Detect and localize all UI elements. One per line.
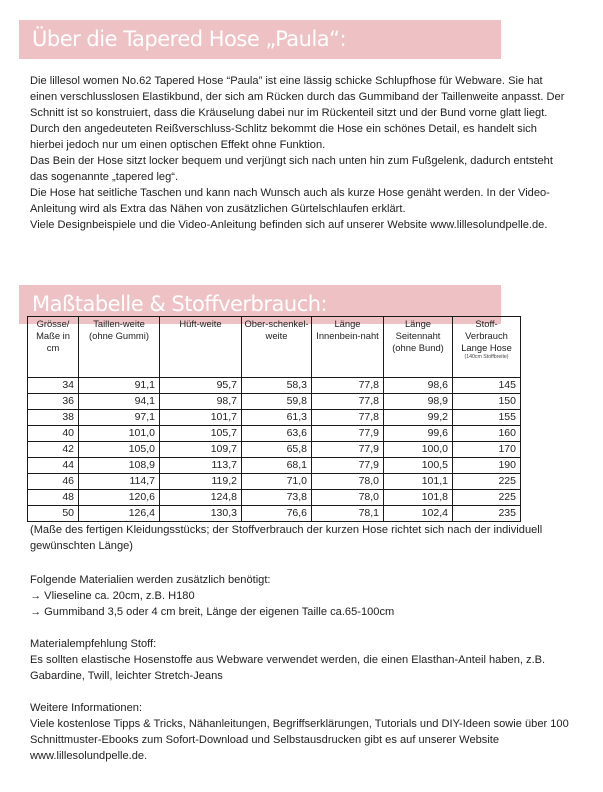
table-cell: 78,0 (312, 474, 384, 490)
table-cell: 109,7 (160, 442, 242, 458)
col-header-fabric-note: (140cm Stoffbreite) (464, 354, 509, 360)
table-cell: 155 (453, 410, 521, 426)
table-cell: 124,8 (160, 490, 242, 506)
table-cell: 100,5 (384, 458, 453, 474)
intro-paragraph: Das Bein der Hose sitzt locker bequem und verjüngt sich nach unten hin zum Fußgelenk, dadurch entsteht das sogenannte „tapered leg“. (30, 155, 553, 183)
table-cell: 190 (453, 458, 521, 474)
table-cell: 44 (28, 458, 79, 474)
table-cell: 108,9 (79, 458, 160, 474)
table-cell: 160 (453, 426, 521, 442)
table-row (28, 490, 521, 506)
table-cell: 65,8 (242, 442, 312, 458)
table-cell: 38 (28, 410, 79, 426)
table-cell: 105,0 (79, 442, 160, 458)
table-cell: 150 (453, 394, 521, 410)
table-cell: 77,9 (312, 426, 384, 442)
table-cell: 78,0 (312, 490, 384, 506)
table-cell: 101,1 (384, 474, 453, 490)
table-cell: 46 (28, 474, 79, 490)
table-cell: 61,3 (242, 410, 312, 426)
table-cell: 113,7 (160, 458, 242, 474)
table-cell: 77,8 (312, 394, 384, 410)
table-cell: 119,2 (160, 474, 242, 490)
info-text: Viele kostenlose Tipps & Tricks, Nähanleitungen, Begriffserklärungen, Tutorials und DIY-Ideen sowie über 100 Schnittmuster-Ebooks zum Sofort-Download und Selbstausdrucken gibt es auf unserer Website www.lillesolundpelle.de. (30, 718, 569, 762)
table-cell: 98,6 (384, 378, 453, 394)
table-body (28, 378, 521, 522)
table-cell: 99,6 (384, 426, 453, 442)
table-cell: 91,1 (79, 378, 160, 394)
fabric-heading: Materialempfehlung Stoff: (30, 638, 157, 650)
size-table (27, 316, 521, 522)
table-row (28, 426, 521, 442)
table-row (28, 394, 521, 410)
table-cell: 71,0 (242, 474, 312, 490)
table-cell: 98,9 (384, 394, 453, 410)
col-header-fabric (453, 317, 521, 378)
table-cell: 50 (28, 506, 79, 522)
table-cell: 170 (453, 442, 521, 458)
col-header-thigh: Ober-schenkel-weite (242, 317, 312, 378)
table-row (28, 410, 521, 426)
materials-heading: Folgende Materialien werden zusätzlich benötigt: (30, 574, 271, 586)
table-cell: 73,8 (242, 490, 312, 506)
table-cell: 94,1 (79, 394, 160, 410)
table-cell: 78,1 (312, 506, 384, 522)
table-row (28, 442, 521, 458)
col-header-fabric-label: Stoff-Verbrauch Lange Hose (461, 318, 512, 353)
table-cell: 130,3 (160, 506, 242, 522)
table-cell: 77,8 (312, 378, 384, 394)
table-note-text: (Maße des fertigen Kleidungsstücks; der Stoffverbrauch der kurzen Hose richtet sich nach der individuell gewünschten Länge) (30, 524, 543, 552)
table-cell: 77,8 (312, 410, 384, 426)
table-row (28, 506, 521, 522)
table-cell: 76,6 (242, 506, 312, 522)
table-cell: 102,4 (384, 506, 453, 522)
table-row (28, 378, 521, 394)
table-cell: 58,3 (242, 378, 312, 394)
materials-section (30, 572, 570, 620)
table-cell: 225 (453, 474, 521, 490)
table-cell: 77,9 (312, 458, 384, 474)
table-cell: 98,7 (160, 394, 242, 410)
table-cell: 59,8 (242, 394, 312, 410)
table-note (30, 522, 570, 554)
materials-item: → Gummiband 3,5 oder 4 cm breit, Länge der eigenen Taille ca.65-100cm (30, 606, 395, 618)
table-cell: 68,1 (242, 458, 312, 474)
intro-paragraph: Die Hose hat seitliche Taschen und kann nach Wunsch auch als kurze Hose genäht werden. In der Video-Anleitung wird als Extra das Nähen von zusätzlichen Gürtelschlaufen erklärt. (30, 187, 550, 215)
table-cell: 114,7 (79, 474, 160, 490)
table-cell: 77,9 (312, 442, 384, 458)
col-header-side-seam: Länge Seitennaht (ohne Bund) (384, 317, 453, 378)
section-title-size-table: Maßtabelle & Stoffverbrauch: (19, 285, 501, 324)
table-cell: 48 (28, 490, 79, 506)
table-cell: 126,4 (79, 506, 160, 522)
table-cell: 40 (28, 426, 79, 442)
table-cell: 97,1 (79, 410, 160, 426)
table-cell: 225 (453, 490, 521, 506)
col-header-waist: Taillen-weite (ohne Gummi) (79, 317, 160, 378)
table-cell: 63,6 (242, 426, 312, 442)
table-cell: 120,6 (79, 490, 160, 506)
table-cell: 99,2 (384, 410, 453, 426)
materials-item: → Vlieseline ca. 20cm, z.B. H180 (30, 590, 195, 602)
table-cell: 145 (453, 378, 521, 394)
table-cell: 95,7 (160, 378, 242, 394)
table-row (28, 458, 521, 474)
table-cell: 100,0 (384, 442, 453, 458)
fabric-section (30, 636, 570, 684)
table-cell: 105,7 (160, 426, 242, 442)
col-header-size: Grösse/ Maße in cm (28, 317, 79, 378)
table-cell: 34 (28, 378, 79, 394)
intro-text (30, 73, 570, 233)
col-header-inseam: Länge Innenbein-naht (312, 317, 384, 378)
col-header-hip: Hüft-weite (160, 317, 242, 378)
table-cell: 101,8 (384, 490, 453, 506)
intro-paragraph: Die lillesol women No.62 Tapered Hose “Paula” ist eine lässig schicke Schlupfhose für Webware. Sie hat einen verschlusslosen Elastikbund, der sich am Rücken durch das Gummiband der Taillenweite anpasst. Der Schnitt ist so konstruiert, dass die Kräuselung dabei nur im Rückenteil sitzt und der Bund vorne glatt liegt. Durch den angedeuteten Reißverschluss-Schlitz bekommt die Hose ein schönes Detail, es handelt sich hierbei jedoch nur um einen optischen Effekt ohne Funktion. (30, 75, 565, 151)
fabric-text: Es sollten elastische Hosenstoffe aus Webware verwendet werden, die einen Elasthan-Anteil haben, z.B. Gabardine, Twill, leichter Stretch-Jeans (30, 654, 546, 682)
table-header-row (28, 317, 521, 378)
info-section (30, 700, 570, 764)
info-heading: Weitere Informationen: (30, 702, 143, 714)
table-cell: 36 (28, 394, 79, 410)
table-cell: 101,0 (79, 426, 160, 442)
table-cell: 42 (28, 442, 79, 458)
table-cell: 235 (453, 506, 521, 522)
table-cell: 101,7 (160, 410, 242, 426)
intro-paragraph: Viele Designbeispiele und die Video-Anleitung befinden sich auf unserer Website www.lillesolundpelle.de. (30, 219, 548, 231)
table-row (28, 474, 521, 490)
section-title-about: Über die Tapered Hose „Paula“: (19, 20, 501, 59)
